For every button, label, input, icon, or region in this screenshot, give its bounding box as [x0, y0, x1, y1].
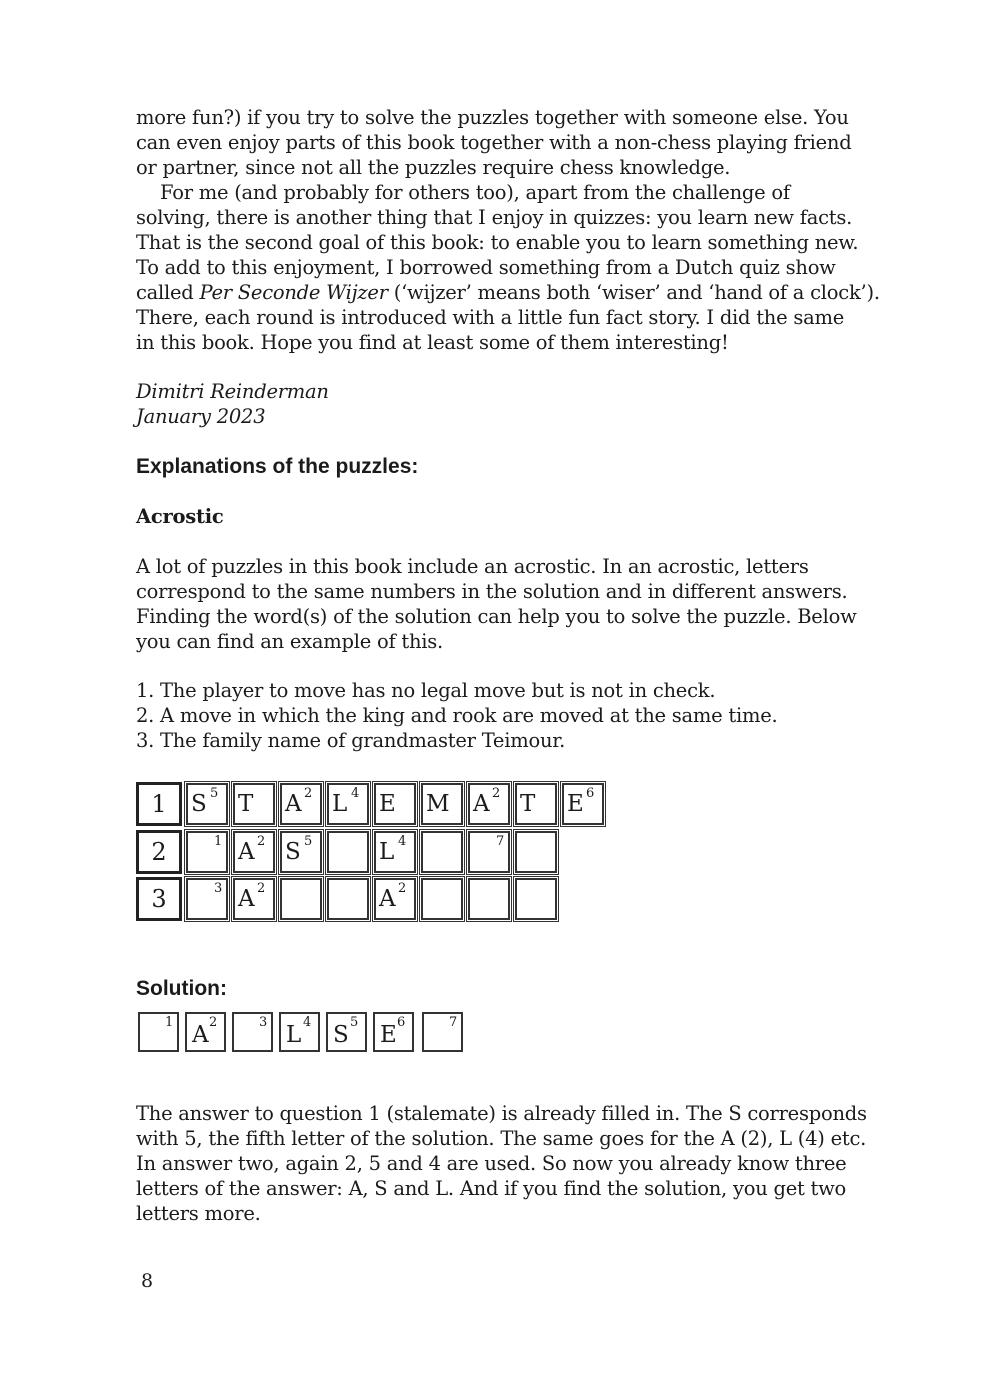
body-line: correspond to the same numbers in the solution and in different answers. — [136, 580, 848, 603]
cell-letter: A — [238, 886, 255, 912]
cell-letter: A — [285, 791, 302, 817]
acrostic-cell — [186, 831, 228, 873]
acrostic-cell — [468, 831, 510, 873]
solution-cell — [422, 1012, 463, 1052]
acrostic-cell — [374, 831, 416, 873]
cell-letter: L — [286, 1022, 302, 1048]
solution-heading: Solution: — [136, 977, 227, 1000]
cell-letter: T — [520, 791, 536, 817]
solution-cell — [185, 1012, 226, 1052]
show-title: Per Seconde Wijzer — [199, 281, 388, 304]
cell-number: 5 — [304, 834, 313, 849]
cell-number: 1 — [214, 834, 223, 849]
cell-letter: E — [379, 791, 396, 817]
intro-line: There, each round is introduced with a little fun fact story. I did the same — [136, 306, 845, 329]
cell-number: 2 — [398, 881, 407, 896]
cell-letter: L — [379, 839, 395, 865]
acrostic-cell — [515, 878, 557, 920]
intro-line — [136, 280, 880, 305]
acrostic-cell — [233, 783, 275, 825]
explanation-line: letters of the answer: A, S and L. And if you find the solution, you get two — [136, 1177, 847, 1200]
question-2: 2. A move in which the king and rook are moved at the same time. — [136, 704, 778, 727]
solution-cell — [326, 1012, 367, 1052]
cell-number: 2 — [304, 786, 313, 801]
acrostic-cell — [233, 878, 275, 920]
acrostic-cell — [468, 878, 510, 920]
intro-line: in this book. Hope you find at least some of them interesting! — [136, 331, 729, 354]
cell-number: 5 — [350, 1015, 359, 1030]
body-line: Finding the word(s) of the solution can help you to solve the puzzle. Below — [136, 605, 857, 628]
cell-number: 7 — [449, 1015, 458, 1030]
subsection-title: Acrostic — [136, 505, 224, 528]
acrostic-cell — [515, 831, 557, 873]
row-number: 2 — [136, 830, 182, 874]
cell-number: 5 — [210, 786, 219, 801]
row-number: 1 — [136, 782, 182, 826]
acrostic-cell — [327, 783, 369, 825]
solution-cell — [373, 1012, 414, 1052]
acrostic-cell — [562, 783, 604, 825]
intro-line: or partner, since not all the puzzles require chess knowledge. — [136, 156, 731, 179]
cell-letter: A — [379, 886, 396, 912]
acrostic-cell — [280, 831, 322, 873]
cell-letter: S — [333, 1022, 349, 1048]
cell-letter: T — [238, 791, 254, 817]
cell-number: 7 — [496, 834, 505, 849]
acrostic-cell — [280, 878, 322, 920]
author-name: Dimitri Reinderman — [136, 380, 329, 403]
cell-letter: S — [191, 791, 207, 817]
acrostic-cell — [280, 783, 322, 825]
intro-text: (‘wijzer’ means both ‘wiser’ and ‘hand of a clock’). — [387, 281, 880, 304]
acrostic-cell — [327, 878, 369, 920]
intro-line: more fun?) if you try to solve the puzzles together with someone else. You — [136, 106, 849, 129]
acrostic-cell — [515, 783, 557, 825]
explanation-line: In answer two, again 2, 5 and 4 are used. So now you already know three — [136, 1152, 847, 1175]
cell-number: 6 — [397, 1015, 406, 1030]
explanation-line: with 5, the fifth letter of the solution. The same goes for the A (2), L (4) etc. — [136, 1127, 867, 1150]
cell-letter: A — [473, 791, 490, 817]
cell-number: 1 — [165, 1015, 174, 1030]
acrostic-cell — [233, 831, 275, 873]
cell-number: 2 — [257, 881, 266, 896]
acrostic-cell — [421, 831, 463, 873]
cell-letter: A — [192, 1022, 209, 1048]
cell-number: 4 — [351, 786, 360, 801]
solution-cell — [232, 1012, 273, 1052]
cell-letter: L — [332, 791, 348, 817]
acrostic-cell — [186, 783, 228, 825]
intro-line: solving, there is another thing that I enjoy in quizzes: you learn new facts. — [136, 206, 853, 229]
cell-number: 4 — [398, 834, 407, 849]
cell-number: 2 — [209, 1015, 218, 1030]
question-3: 3. The family name of grandmaster Teimour. — [136, 729, 566, 752]
cell-number: 3 — [214, 881, 223, 896]
intro-line: That is the second goal of this book: to enable you to learn something new. — [136, 231, 859, 254]
cell-number: 2 — [257, 834, 266, 849]
question-1: 1. The player to move has no legal move but is not in check. — [136, 679, 716, 702]
acrostic-cell — [327, 831, 369, 873]
solution-cell — [279, 1012, 320, 1052]
row-number: 3 — [136, 877, 182, 921]
acrostic-cell — [186, 878, 228, 920]
section-heading: Explanations of the puzzles: — [136, 455, 419, 478]
cell-letter: S — [285, 839, 301, 865]
intro-line: To add to this enjoyment, I borrowed something from a Dutch quiz show — [136, 256, 836, 279]
acrostic-cell — [421, 783, 463, 825]
cell-number: 3 — [259, 1015, 268, 1030]
cell-letter: E — [380, 1022, 397, 1048]
cell-number: 6 — [586, 786, 595, 801]
acrostic-cell — [468, 783, 510, 825]
intro-line: For me (and probably for others too), apart from the challenge of — [160, 181, 790, 204]
acrostic-cell — [421, 878, 463, 920]
intro-text: called — [136, 281, 200, 304]
acrostic-cell — [374, 878, 416, 920]
cell-letter: M — [426, 791, 450, 817]
acrostic-cell — [374, 783, 416, 825]
cell-number: 4 — [303, 1015, 312, 1030]
cell-number: 2 — [492, 786, 501, 801]
body-line: A lot of puzzles in this book include an acrostic. In an acrostic, letters — [136, 555, 809, 578]
cell-letter: A — [238, 839, 255, 865]
explanation-line: The answer to question 1 (stalemate) is already filled in. The S corresponds — [136, 1102, 867, 1125]
cell-letter: E — [567, 791, 584, 817]
solution-cell — [138, 1012, 179, 1052]
page-number: 8 — [141, 1270, 154, 1292]
explanation-line: letters more. — [136, 1202, 261, 1225]
signature-date: January 2023 — [136, 405, 266, 428]
intro-line: can even enjoy parts of this book together with a non-chess playing friend — [136, 131, 852, 154]
body-line: you can find an example of this. — [136, 630, 443, 653]
